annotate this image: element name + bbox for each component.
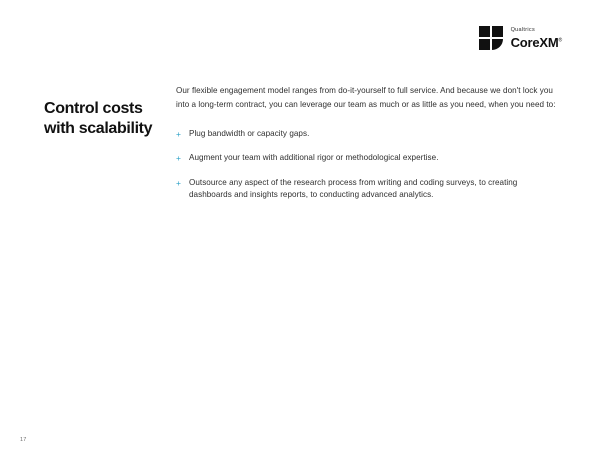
brand-logo [479,26,562,51]
intro-paragraph: Our flexible engagement model ranges from do-it-yourself to full service. And because we don't lock you into a long-term contract, you can leverage our team as much or as little as you need, when you need to: [176,86,556,109]
slide-content [44,84,556,202]
list-item [176,177,556,202]
page-title-line-1: Control costs [44,99,143,117]
bullet-list [176,128,556,202]
body-column [176,84,556,202]
list-item [176,128,556,141]
trademark-symbol: ® [558,37,562,44]
list-item-text: Plug bandwidth or capacity gaps. [189,128,310,138]
qualtrics-logo-icon [479,26,504,51]
logo-brand-name: Qualtrics [510,27,535,34]
list-item [176,152,556,165]
page-title-line-2: with scalability [44,120,153,138]
plus-icon: + [176,128,182,139]
plus-icon: + [176,177,182,188]
logo-product-text: CoreXM [510,34,559,50]
list-item-text: Augment your team with additional rigor or methodological expertise. [189,153,439,163]
plus-icon: + [176,153,182,164]
logo-product-name [511,36,562,49]
logo-wordmark [511,28,562,49]
list-item-text: Outsource any aspect of the research process from writing and coding surveys, to creating dashboards and insights reports, to conducting advanced analytics. [189,177,518,200]
page-title [44,99,166,140]
page-number: 17 [20,437,27,443]
